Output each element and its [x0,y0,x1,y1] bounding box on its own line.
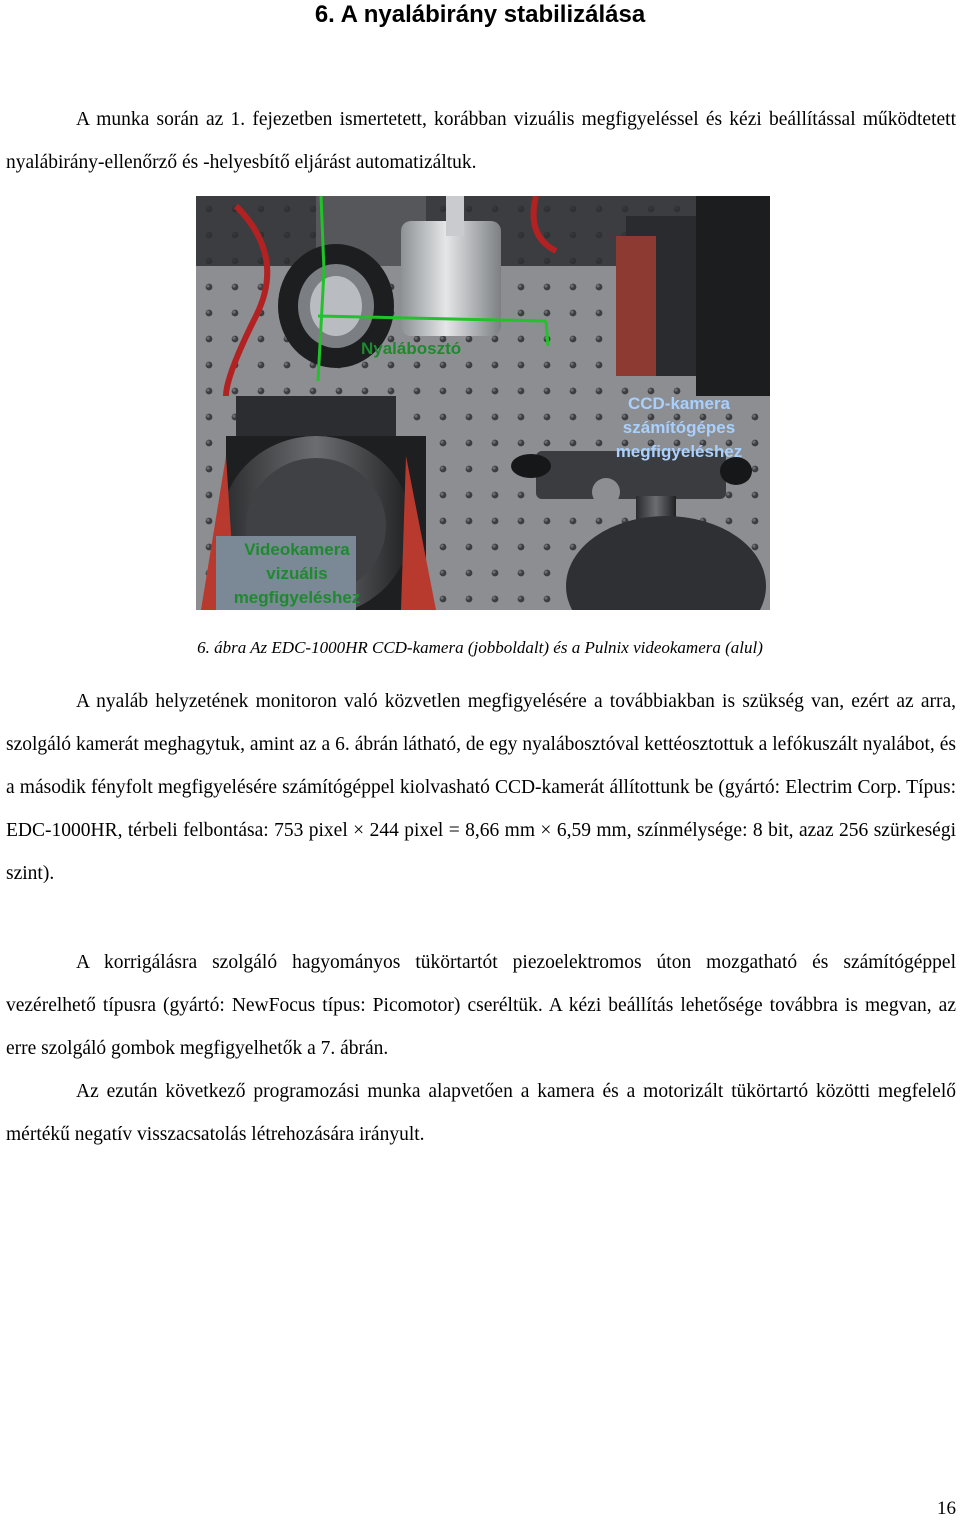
beam-splitter-label: Nyalábosztó [361,339,462,358]
paragraph-intro: A munka során az 1. fejezetben ismertetett, korábban vizuális megfigyeléssel és kézi beállítással működtetett nyalábirány-ellenőrző és -helyesbítő eljárást automatizáltuk. [6,109,956,173]
paragraph-camera: A nyaláb helyzetének monitoron való közvetlen megfigyelésére a továbbiakban is szükség van, ezért az arra, szolgáló kamerát meghagytuk, amint az a 6. ábrán látható, de egy nyalábosztóval kettéosztottuk a lefókuszált nyalábot, és a második fényfolt megfigyelésére számítógéppel kiolvasható CCD-kamerát állítottunk be (gyártó: Electrim Corp. Típus: EDC-1000HR, térbeli felbontása: 753 pixel × 244 pixel = 8,66 mm × 6,59 mm, színmélysége: 8 bit, azaz 256 szürkeségi szint). [6,691,956,884]
ccd-camera-label: CCD-kamera számítógépes megfigyeléshez [615,394,743,461]
section-heading: 6. A nyalábirány stabilizálása [314,1,646,28]
paragraph-mirror: A korrigálásra szolgáló hagyományos tükörtartót piezoelektromos úton mozgatható és számítógéppel vezérelhető típusra (gyártó: NewFocus típus: Picomotor) cseréltük. A kézi beállítás lehetősége továbbra is megvan, az erre szolgáló gombok megfigyelhetők a 7. ábrán. [6,952,956,1059]
paragraph-programming: Az ezután következő programozási munka alapvetően a kamera és a motorizált tükörtartó közötti megfelelő mértékű negatív visszacsatolás létrehozására irányult. [6,1081,956,1145]
video-camera-label: Videokamera vizuális megfigyeléshez [233,540,361,607]
page-number: 16 [937,1498,956,1519]
figure-photo [196,196,770,610]
figure-caption: 6. ábra Az EDC-1000HR CCD-kamera (jobboldalt) és a Pulnix videokamera (alul) [197,638,763,657]
